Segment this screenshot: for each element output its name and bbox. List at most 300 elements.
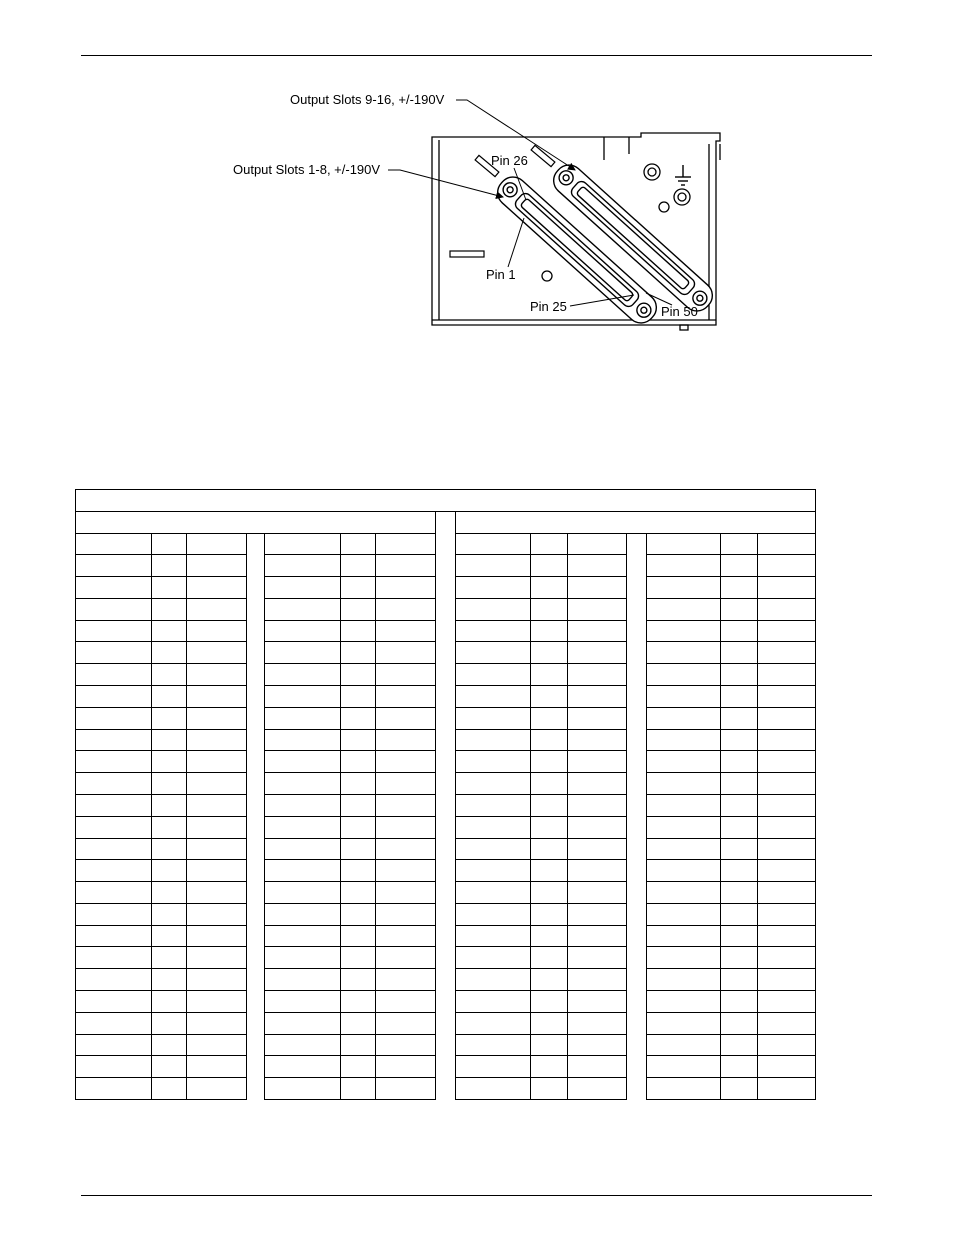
table-cell <box>152 577 187 599</box>
column-spacer <box>247 707 265 729</box>
table-cell <box>530 751 567 773</box>
table-cell <box>76 990 152 1012</box>
group-header-right <box>456 511 816 533</box>
column-spacer <box>247 903 265 925</box>
table-row <box>76 882 816 904</box>
table-cell <box>376 1078 436 1100</box>
table-cell <box>757 555 815 577</box>
table-cell <box>530 1012 567 1034</box>
table-cell <box>265 990 341 1012</box>
table-cell <box>567 707 626 729</box>
column-spacer <box>436 990 456 1012</box>
table-cell <box>646 642 720 664</box>
table-cell <box>757 969 815 991</box>
table-cell <box>265 925 341 947</box>
column-spacer <box>436 751 456 773</box>
column-spacer <box>247 969 265 991</box>
table-cell <box>646 533 720 555</box>
table-cell <box>720 773 757 795</box>
column-spacer <box>436 598 456 620</box>
table-cell <box>530 642 567 664</box>
table-cell <box>376 925 436 947</box>
column-spacer <box>247 620 265 642</box>
table-cell <box>341 816 376 838</box>
table-cell <box>530 794 567 816</box>
table-cell <box>76 1078 152 1100</box>
table-cell <box>265 794 341 816</box>
table-cell <box>152 707 187 729</box>
table-cell <box>187 860 247 882</box>
table-cell <box>341 533 376 555</box>
table-cell <box>152 751 187 773</box>
column-spacer <box>247 1012 265 1034</box>
table-row <box>76 664 816 686</box>
table-cell <box>187 598 247 620</box>
table-title <box>76 490 816 512</box>
table-row <box>76 838 816 860</box>
table-cell <box>720 860 757 882</box>
table-cell <box>646 773 720 795</box>
column-spacer <box>436 664 456 686</box>
table-cell <box>456 947 530 969</box>
table-cell <box>456 577 530 599</box>
table-cell <box>376 794 436 816</box>
table-cell <box>187 577 247 599</box>
column-spacer <box>436 555 456 577</box>
footer-rule <box>81 1195 872 1196</box>
table-row <box>76 598 816 620</box>
table-cell <box>646 664 720 686</box>
table-cell <box>530 707 567 729</box>
table-cell <box>567 533 626 555</box>
table-cell <box>265 1078 341 1100</box>
table-row <box>76 577 816 599</box>
table-cell <box>646 1034 720 1056</box>
table-cell <box>341 882 376 904</box>
column-spacer <box>436 860 456 882</box>
table-cell <box>376 860 436 882</box>
table-cell <box>720 620 757 642</box>
table-cell <box>376 751 436 773</box>
table-cell <box>456 1034 530 1056</box>
table-cell <box>76 860 152 882</box>
table-cell <box>567 577 626 599</box>
table-cell <box>720 598 757 620</box>
table-cell <box>530 664 567 686</box>
table-cell <box>646 555 720 577</box>
table-cell <box>152 1078 187 1100</box>
table-cell <box>376 773 436 795</box>
column-spacer <box>436 925 456 947</box>
table-row <box>76 794 816 816</box>
table-cell <box>187 925 247 947</box>
table-cell <box>376 620 436 642</box>
table-cell <box>456 773 530 795</box>
table-row <box>76 773 816 795</box>
table-cell <box>76 729 152 751</box>
table-row <box>76 555 816 577</box>
table-cell <box>456 903 530 925</box>
table-cell <box>376 642 436 664</box>
table-cell <box>456 969 530 991</box>
table-cell <box>530 533 567 555</box>
table-cell <box>567 925 626 947</box>
table-cell <box>720 925 757 947</box>
table-cell <box>530 882 567 904</box>
table-cell <box>567 729 626 751</box>
table-cell <box>456 642 530 664</box>
table-cell <box>265 577 341 599</box>
table-cell <box>567 816 626 838</box>
table-cell <box>720 707 757 729</box>
table-cell <box>76 751 152 773</box>
table-cell <box>265 555 341 577</box>
table-row <box>76 751 816 773</box>
label-pin-25: Pin 25 <box>530 299 567 314</box>
table-cell <box>152 620 187 642</box>
table-cell <box>567 990 626 1012</box>
column-spacer <box>436 947 456 969</box>
table-cell <box>187 664 247 686</box>
table-cell <box>757 860 815 882</box>
table-cell <box>530 838 567 860</box>
table-cell <box>757 925 815 947</box>
column-spacer <box>247 577 265 599</box>
column-spacer <box>626 773 646 795</box>
table-row <box>76 860 816 882</box>
table-cell <box>757 707 815 729</box>
table-cell <box>187 707 247 729</box>
column-spacer <box>626 990 646 1012</box>
table-cell <box>187 555 247 577</box>
table-cell <box>720 686 757 708</box>
column-spacer <box>626 729 646 751</box>
table-cell <box>720 947 757 969</box>
table-cell <box>456 533 530 555</box>
table-cell <box>720 794 757 816</box>
table-cell <box>265 882 341 904</box>
table-cell <box>456 1012 530 1034</box>
table-cell <box>152 947 187 969</box>
table-cell <box>530 903 567 925</box>
table-cell <box>456 816 530 838</box>
column-spacer <box>626 533 646 555</box>
table-cell <box>567 903 626 925</box>
table-cell <box>187 1056 247 1078</box>
table-cell <box>720 882 757 904</box>
table-cell <box>376 816 436 838</box>
column-spacer <box>436 1078 456 1100</box>
table-cell <box>187 751 247 773</box>
table-cell <box>757 882 815 904</box>
table-cell <box>152 642 187 664</box>
table-cell <box>720 838 757 860</box>
column-spacer <box>626 1034 646 1056</box>
column-spacer <box>247 882 265 904</box>
table-cell <box>341 773 376 795</box>
table-cell <box>757 642 815 664</box>
table-cell <box>265 969 341 991</box>
table-cell <box>76 947 152 969</box>
table-cell <box>76 577 152 599</box>
table-cell <box>530 598 567 620</box>
column-spacer <box>626 925 646 947</box>
table-cell <box>152 664 187 686</box>
table-cell <box>152 990 187 1012</box>
table-cell <box>757 620 815 642</box>
table-row <box>76 925 816 947</box>
table-row <box>76 620 816 642</box>
table-cell <box>265 533 341 555</box>
table-cell <box>567 664 626 686</box>
table-cell <box>341 838 376 860</box>
table-cell <box>265 816 341 838</box>
table-cell <box>265 707 341 729</box>
table-cell <box>187 794 247 816</box>
ground-icon <box>675 165 691 185</box>
table-cell <box>530 925 567 947</box>
table-cell <box>76 1034 152 1056</box>
table-cell <box>757 729 815 751</box>
table-cell <box>187 990 247 1012</box>
table-cell <box>341 620 376 642</box>
table-cell <box>720 555 757 577</box>
label-pin-26: Pin 26 <box>491 153 528 168</box>
table-cell <box>76 555 152 577</box>
table-cell <box>646 1012 720 1034</box>
column-spacer <box>436 729 456 751</box>
table-cell <box>456 990 530 1012</box>
table-cell <box>76 794 152 816</box>
column-spacer <box>247 838 265 860</box>
table-cell <box>265 903 341 925</box>
table-row <box>76 1078 816 1100</box>
table-cell <box>530 990 567 1012</box>
table-cell <box>456 882 530 904</box>
table-cell <box>757 990 815 1012</box>
table-cell <box>646 794 720 816</box>
table-cell <box>341 729 376 751</box>
column-spacer <box>247 555 265 577</box>
table-cell <box>757 947 815 969</box>
table-cell <box>646 686 720 708</box>
table-cell <box>646 947 720 969</box>
table-cell <box>341 555 376 577</box>
column-spacer <box>626 882 646 904</box>
column-spacer <box>247 533 265 555</box>
table-cell <box>456 794 530 816</box>
table-cell <box>76 707 152 729</box>
table-cell <box>376 882 436 904</box>
table-cell <box>456 860 530 882</box>
table-cell <box>341 598 376 620</box>
table-cell <box>376 969 436 991</box>
table-cell <box>152 860 187 882</box>
table-cell <box>720 1012 757 1034</box>
table-cell <box>567 1078 626 1100</box>
table-row <box>76 947 816 969</box>
column-spacer <box>626 1078 646 1100</box>
table-cell <box>341 1034 376 1056</box>
table-cell <box>376 577 436 599</box>
column-spacer <box>247 598 265 620</box>
column-spacer <box>626 686 646 708</box>
column-spacer <box>247 947 265 969</box>
table-cell <box>720 969 757 991</box>
table-cell <box>76 773 152 795</box>
table-cell <box>646 751 720 773</box>
table-cell <box>646 903 720 925</box>
table-row <box>76 729 816 751</box>
table-row <box>76 1034 816 1056</box>
table-cell <box>152 882 187 904</box>
table-cell <box>76 1012 152 1034</box>
column-spacer <box>626 947 646 969</box>
table-cell <box>187 882 247 904</box>
table-cell <box>76 882 152 904</box>
table-cell <box>646 838 720 860</box>
table-cell <box>152 729 187 751</box>
table-cell <box>341 860 376 882</box>
table-row <box>76 1012 816 1034</box>
table-cell <box>757 1056 815 1078</box>
column-spacer <box>247 664 265 686</box>
table-cell <box>341 794 376 816</box>
table-row <box>76 642 816 664</box>
table-cell <box>720 990 757 1012</box>
table-cell <box>456 925 530 947</box>
table-cell <box>530 577 567 599</box>
table-cell <box>757 816 815 838</box>
table-cell <box>187 838 247 860</box>
table-cell <box>341 1012 376 1034</box>
table-cell <box>265 860 341 882</box>
table-cell <box>76 642 152 664</box>
column-spacer <box>626 642 646 664</box>
table-cell <box>265 1012 341 1034</box>
table-cell <box>646 990 720 1012</box>
table-cell <box>76 533 152 555</box>
table-cell <box>76 620 152 642</box>
label-pin-1: Pin 1 <box>486 267 516 282</box>
table-cell <box>456 751 530 773</box>
table-cell <box>152 969 187 991</box>
table-cell <box>187 533 247 555</box>
table-cell <box>646 816 720 838</box>
table-cell <box>720 577 757 599</box>
table-cell <box>376 838 436 860</box>
table-cell <box>530 860 567 882</box>
table-group-row <box>76 511 816 533</box>
table-cell <box>567 1056 626 1078</box>
column-spacer <box>626 1056 646 1078</box>
column-spacer <box>626 751 646 773</box>
column-spacer <box>247 773 265 795</box>
group-header-left <box>76 511 436 533</box>
table-cell <box>646 969 720 991</box>
table-cell <box>152 1012 187 1034</box>
table-cell <box>530 1034 567 1056</box>
table-cell <box>152 686 187 708</box>
table-cell <box>265 838 341 860</box>
table-cell <box>341 751 376 773</box>
table-cell <box>720 1078 757 1100</box>
table-cell <box>757 773 815 795</box>
table-cell <box>376 1012 436 1034</box>
table-cell <box>757 751 815 773</box>
table-cell <box>76 686 152 708</box>
table-cell <box>646 707 720 729</box>
column-spacer <box>626 838 646 860</box>
table-cell <box>456 838 530 860</box>
table-cell <box>530 816 567 838</box>
column-spacer <box>436 533 456 555</box>
column-spacer <box>626 903 646 925</box>
table-cell <box>76 664 152 686</box>
column-spacer <box>436 620 456 642</box>
table-cell <box>757 794 815 816</box>
table-cell <box>567 1034 626 1056</box>
connector-diagram <box>0 0 954 480</box>
table-cell <box>152 1034 187 1056</box>
table-cell <box>567 686 626 708</box>
table-cell <box>456 707 530 729</box>
table-cell <box>567 882 626 904</box>
table-cell <box>76 1056 152 1078</box>
table-cell <box>530 686 567 708</box>
table-cell <box>456 555 530 577</box>
table-cell <box>646 1056 720 1078</box>
table-row <box>76 1056 816 1078</box>
table-cell <box>720 642 757 664</box>
column-spacer <box>436 1056 456 1078</box>
column-spacer <box>247 1078 265 1100</box>
table-cell <box>376 707 436 729</box>
table-cell <box>152 773 187 795</box>
table-cell <box>187 1078 247 1100</box>
column-spacer <box>626 1012 646 1034</box>
table-cell <box>76 903 152 925</box>
table-row <box>76 903 816 925</box>
column-spacer <box>626 860 646 882</box>
table-cell <box>456 664 530 686</box>
table-cell <box>376 533 436 555</box>
table-cell <box>187 969 247 991</box>
column-spacer <box>247 1034 265 1056</box>
table-cell <box>530 947 567 969</box>
table-cell <box>152 1056 187 1078</box>
table-cell <box>76 816 152 838</box>
table-cell <box>187 947 247 969</box>
table-cell <box>265 598 341 620</box>
table-cell <box>376 729 436 751</box>
column-spacer <box>247 925 265 947</box>
table-cell <box>152 598 187 620</box>
table-cell <box>152 838 187 860</box>
table-cell <box>646 925 720 947</box>
table-cell <box>720 903 757 925</box>
table-row <box>76 686 816 708</box>
table-cell <box>530 1078 567 1100</box>
column-spacer <box>436 903 456 925</box>
table-cell <box>456 729 530 751</box>
column-spacer <box>626 598 646 620</box>
table-cell <box>567 555 626 577</box>
table-cell <box>757 838 815 860</box>
table-cell <box>456 598 530 620</box>
column-spacer <box>626 969 646 991</box>
table-cell <box>376 664 436 686</box>
